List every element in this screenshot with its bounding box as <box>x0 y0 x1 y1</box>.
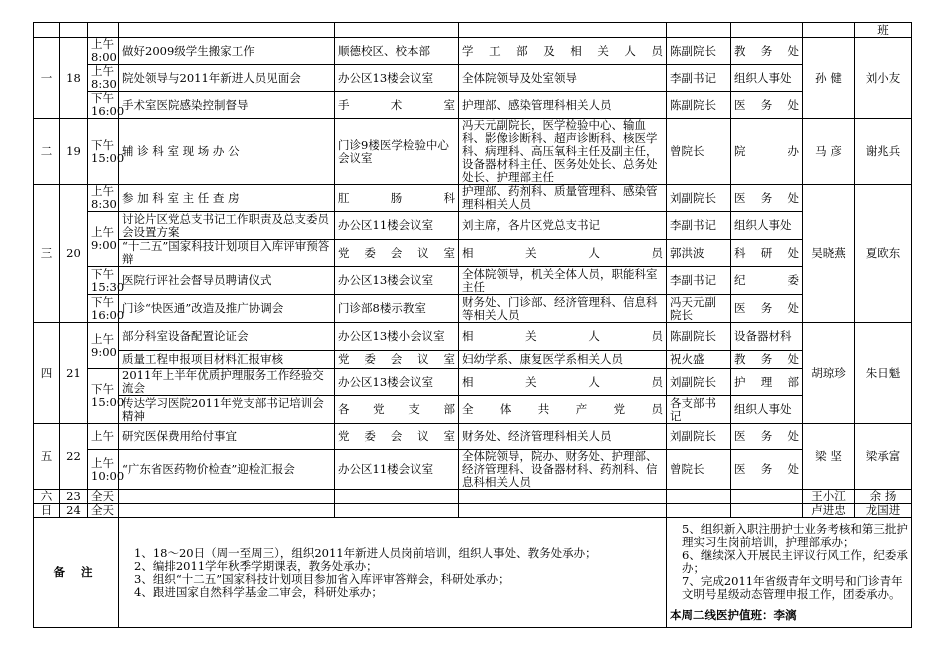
schedule-row <box>34 351 912 369</box>
on-duty-note: 本周二线医护值班：李漓 <box>670 608 797 622</box>
location-cell <box>335 504 459 518</box>
participants-cell: 全体院领导，机关全体人员，职能科室主任 <box>459 267 667 295</box>
schedule-row <box>34 424 912 450</box>
duty-person-1: 梁 坚 <box>803 424 855 490</box>
time-cell: 下午 15:00 <box>88 119 119 185</box>
schedule-row <box>34 323 912 351</box>
organizer-cell: 组织人事处 <box>731 65 803 92</box>
weekday-cell: 二 <box>34 119 60 185</box>
weekday-cell: 六 <box>34 490 60 504</box>
organizer-cell: 护 理 部 <box>731 369 803 396</box>
event-cell: 医院行评社会督导员聘请仪式 <box>119 267 335 295</box>
schedule-document <box>33 22 912 628</box>
organizer-cell: 教 务 处 <box>731 38 803 65</box>
date-cell: 23 <box>60 490 88 504</box>
time-cell: 下午 16:00 <box>88 92 119 119</box>
notes-right <box>667 518 912 628</box>
participants-cell: 全 体 共 产 党 员 <box>459 396 667 424</box>
time-cell: 上午 10:00 <box>88 450 119 490</box>
date-cell: 22 <box>60 424 88 490</box>
event-cell: 辅 诊 科 室 现 场 办 公 <box>119 119 335 185</box>
event-cell: 部分科室设备配置论证会 <box>119 323 335 351</box>
schedule-row <box>34 450 912 490</box>
time-cell: 上午 <box>88 424 119 450</box>
event-cell: 质量工程申报项目材料汇报审核 <box>119 351 335 369</box>
schedule-row <box>34 267 912 295</box>
time-cell: 下午 15:30 <box>88 267 119 295</box>
event-cell: 研究医保费用给付事宜 <box>119 424 335 450</box>
schedule-row <box>34 369 912 396</box>
time-cell: 全天 <box>88 490 119 504</box>
organizer-cell: 医 务 处 <box>731 185 803 212</box>
event-cell: 传达学习医院2011年党支部书记培训会精神 <box>119 396 335 424</box>
leader-cell: 郭洪波 <box>667 240 731 267</box>
participants-cell: 护理部、感染管理科相关人员 <box>459 92 667 119</box>
date-cell: 20 <box>60 185 88 323</box>
leader-cell: 曾院长 <box>667 119 731 185</box>
header-strip-row <box>34 23 912 38</box>
duty-person-2: 梁承富 <box>855 424 912 490</box>
location-cell: 党 委 会 议 室 <box>335 351 459 369</box>
note-item: 7、完成2011年省级青年文明号和门诊青年文明号星级动态管理申报工作，团委承办。 <box>682 574 903 601</box>
schedule-row <box>34 38 912 65</box>
leader-cell: 陈副院长 <box>667 92 731 119</box>
leader-cell: 刘副院长 <box>667 424 731 450</box>
weekday-cell: 日 <box>34 504 60 518</box>
weekly-schedule-table <box>33 22 912 628</box>
time-cell: 上午 8:00 <box>88 38 119 65</box>
event-cell: 院处领导与2011年新进人员见面会 <box>119 65 335 92</box>
date-cell: 24 <box>60 504 88 518</box>
participants-cell: 相 关 人 员 <box>459 369 667 396</box>
time-cell: 上午 9:00 <box>88 212 119 267</box>
duty-person-1: 胡琼珍 <box>803 323 855 424</box>
location-cell: 门诊9楼医学检验中心会议室 <box>335 119 459 185</box>
leader-cell: 陈副院长 <box>667 38 731 65</box>
participants-cell: 全体院领导，院办、财务处、护理部、经济管理科、设备器材科、药剂科、信息科相关人员 <box>459 450 667 490</box>
event-cell <box>119 504 335 518</box>
organizer-cell: 教 务 处 <box>731 351 803 369</box>
note-item: 2、编排2011学年秋季学期课表，教务处承办； <box>134 558 378 573</box>
organizer-cell: 科 研 处 <box>731 240 803 267</box>
location-cell: 各 党 支 部 <box>335 396 459 424</box>
time-cell: 下午 15:00 <box>88 369 119 424</box>
participants-cell: 妇幼学系、康复医学系相关人员 <box>459 351 667 369</box>
schedule-row <box>34 504 912 518</box>
participants-cell: 相 关 人 员 <box>459 240 667 267</box>
leader-cell: 李副书记 <box>667 267 731 295</box>
participants-cell <box>459 490 667 504</box>
note-item: 5、组织新入职注册护士业务考核和第三批护理实习生岗前培训，护理部承办； <box>682 522 908 549</box>
location-cell: 顺德校区、校本部 <box>335 38 459 65</box>
date-cell: 18 <box>60 38 88 119</box>
event-cell: 手术室医院感染控制督导 <box>119 92 335 119</box>
leader-cell: 冯天元副院长 <box>667 295 731 323</box>
duty-person-1: 吴晓燕 <box>803 185 855 323</box>
schedule-row <box>34 212 912 240</box>
time-cell: 全天 <box>88 504 119 518</box>
weekday-cell: 一 <box>34 38 60 119</box>
participants-cell: 护理部、药剂科、质量管理科、感染管理科相关人员 <box>459 185 667 212</box>
note-item: 6、继续深入开展民主评议行风工作，纪委承办； <box>682 548 908 575</box>
schedule-row <box>34 185 912 212</box>
event-cell: 门诊“快医通”改造及推广协调会 <box>119 295 335 323</box>
participants-cell: 财务处、经济管理科相关人员 <box>459 424 667 450</box>
schedule-row <box>34 119 912 185</box>
event-cell: 2011年上半年优质护理服务工作经验交流会 <box>119 369 335 396</box>
participants-cell: 学 工 部 及 相 关 人 员 <box>459 38 667 65</box>
participants-cell: 冯天元副院长，医学检验中心、输血科、影像诊断科、超声诊断科、核医学科、病理科、高压氧科主任及副主任，设备器材科主任、医务处处长、总务处处长、护理部主任 <box>459 119 667 185</box>
location-cell: 手 术 室 <box>335 92 459 119</box>
leader-cell <box>667 504 731 518</box>
time-cell: 上午 8:30 <box>88 65 119 92</box>
organizer-cell: 纪 委 <box>731 267 803 295</box>
participants-cell <box>459 504 667 518</box>
organizer-cell: 医 务 处 <box>731 92 803 119</box>
organizer-cell <box>731 504 803 518</box>
organizer-cell: 医 务 处 <box>731 424 803 450</box>
organizer-cell: 院 办 <box>731 119 803 185</box>
organizer-cell: 医 务 处 <box>731 295 803 323</box>
weekday-cell: 四 <box>34 323 60 424</box>
time-cell: 上午 8:30 <box>88 185 119 212</box>
note-item: 1、18～20日（周一至周三），组织2011年新进人员岗前培训，组织人事处、教务处承办； <box>134 545 597 560</box>
schedule-row <box>34 295 912 323</box>
organizer-cell: 组织人事处 <box>731 212 803 240</box>
schedule-row <box>34 92 912 119</box>
location-cell: 办公区13楼会议室 <box>335 65 459 92</box>
note-item: 3、组织“十二五”国家科技计划项目参加省入库评审答辩会，科研处承办； <box>134 571 510 586</box>
leader-cell: 李副书记 <box>667 212 731 240</box>
organizer-cell: 设备器材科 <box>731 323 803 351</box>
organizer-cell: 医 务 处 <box>731 450 803 490</box>
organizer-cell: 组织人事处 <box>731 396 803 424</box>
leader-cell: 陈副院长 <box>667 323 731 351</box>
location-cell: 办公区11楼会议室 <box>335 212 459 240</box>
leader-cell: 刘副院长 <box>667 185 731 212</box>
location-cell: 办公区11楼会议室 <box>335 450 459 490</box>
location-cell: 办公区13楼会议室 <box>335 369 459 396</box>
event-cell: “十二五”国家科技计划项目入库评审预答辩 <box>119 240 335 267</box>
participants-cell: 财务处、门诊部、经济管理科、信息科等相关人员 <box>459 295 667 323</box>
note-item: 4、跟进国家自然科学基金二审会，科研处承办； <box>134 584 383 599</box>
participants-cell: 相 关 人 员 <box>459 323 667 351</box>
event-cell: 讨论片区党总支书记工作职责及总支委员会设置方案 <box>119 212 335 240</box>
schedule-row <box>34 490 912 504</box>
duty-person-2: 刘小友 <box>855 38 912 119</box>
duty-person-2: 朱日魁 <box>855 323 912 424</box>
duty-person-2: 龙国进 <box>855 504 912 518</box>
duty-person-1: 王小江 <box>803 490 855 504</box>
event-cell <box>119 490 335 504</box>
duty-person-2: 夏欧东 <box>855 185 912 323</box>
weekday-cell: 五 <box>34 424 60 490</box>
schedule-row <box>34 65 912 92</box>
header-tail: 班 <box>855 23 912 38</box>
leader-cell: 李副书记 <box>667 65 731 92</box>
time-cell: 下午 16:00 <box>88 295 119 323</box>
participants-cell: 全体院领导及处室领导 <box>459 65 667 92</box>
event-cell: 参 加 科 室 主 任 查 房 <box>119 185 335 212</box>
location-cell: 办公区13楼小会议室 <box>335 323 459 351</box>
notes-left <box>119 518 667 628</box>
location-cell: 门诊部8楼示教室 <box>335 295 459 323</box>
duty-person-2: 谢兆兵 <box>855 119 912 185</box>
leader-cell: 刘副院长 <box>667 369 731 396</box>
location-cell: 肛 肠 科 <box>335 185 459 212</box>
organizer-cell <box>731 490 803 504</box>
event-cell: 做好2009级学生搬家工作 <box>119 38 335 65</box>
leader-cell: 祝火盛 <box>667 351 731 369</box>
leader-cell <box>667 490 731 504</box>
weekday-cell: 三 <box>34 185 60 323</box>
leader-cell: 曾院长 <box>667 450 731 490</box>
participants-cell: 刘主席，各片区党总支书记 <box>459 212 667 240</box>
location-cell: 办公区13楼会议室 <box>335 267 459 295</box>
notes-row <box>34 518 912 628</box>
notes-label: 备 注 <box>34 518 119 628</box>
time-cell: 上午 9:00 <box>88 323 119 369</box>
location-cell: 党 委 会 议 室 <box>335 424 459 450</box>
location-cell <box>335 490 459 504</box>
duty-person-2: 余 扬 <box>855 490 912 504</box>
schedule-row <box>34 240 912 267</box>
date-cell: 21 <box>60 323 88 424</box>
location-cell: 党 委 会 议 室 <box>335 240 459 267</box>
duty-person-1: 孙 健 <box>803 38 855 119</box>
schedule-row <box>34 396 912 424</box>
duty-person-1: 卢进忠 <box>803 504 855 518</box>
event-cell: “广东省医药物价检查”迎检汇报会 <box>119 450 335 490</box>
leader-cell: 各支部书记 <box>667 396 731 424</box>
duty-person-1: 马 彦 <box>803 119 855 185</box>
date-cell: 19 <box>60 119 88 185</box>
